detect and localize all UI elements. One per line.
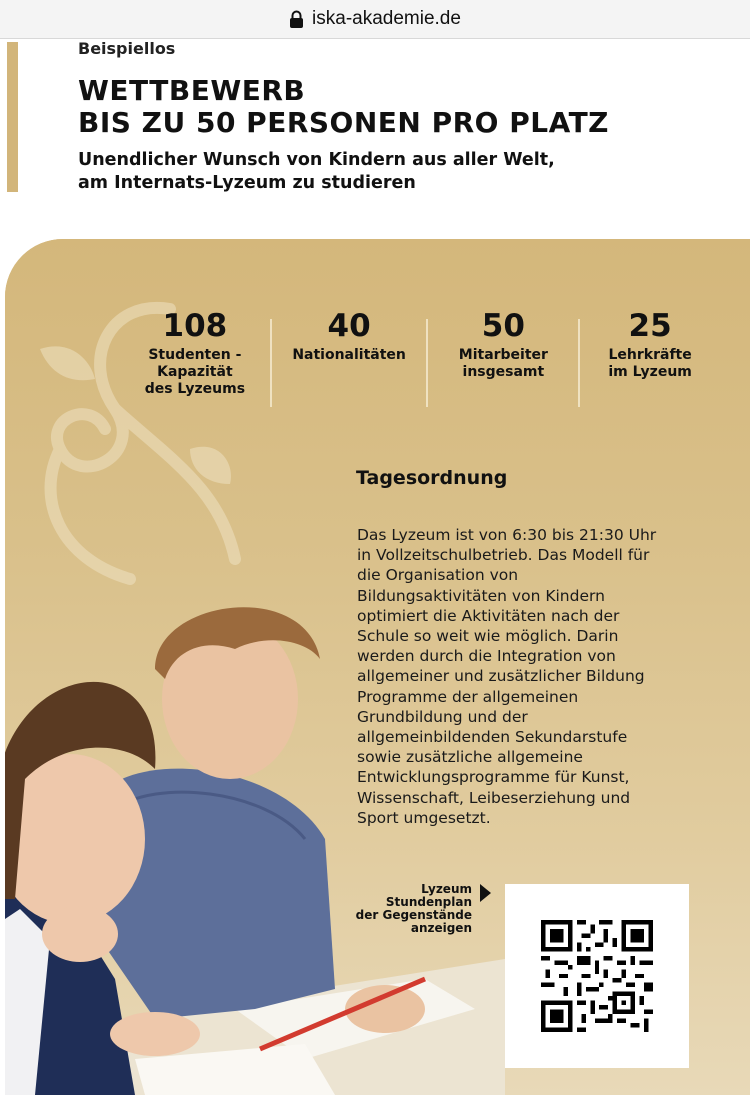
stats-row bbox=[120, 309, 720, 419]
agenda-text: Das Lyzeum ist von 6:30 bis 21:30 Uhr in Vollzeitschulbetrieb. Das Modell für die Organisation von Bildungsaktivitäten von Kindern optimiert die Aktivitäten nach der Schule so weit wie möglich. Darin werden durch die Integration von allgemeiner und zusätzlicher Bildung Programme der allgemeinen Grundbildung und der allgemeinbildenden Sekundarstufe sowie zusätzliche allgemeine Entwicklungsprogramme für Kunst, Wissenschaft, Leibeserziehung und Sport umgesetzt. bbox=[357, 526, 657, 827]
stat-label: Nationalitäten bbox=[292, 347, 406, 363]
stat-label: Mitarbeiter insgesamt bbox=[458, 347, 548, 380]
accent-bar bbox=[7, 42, 18, 192]
header-card bbox=[0, 39, 750, 239]
stat-label: Studenten - Kapazität des Lyzeums bbox=[144, 347, 246, 397]
stat-staff bbox=[428, 309, 578, 419]
url-text: iska-akademie.de bbox=[312, 8, 461, 29]
stat-label: Lehrkräfte im Lyzeum bbox=[608, 347, 692, 380]
header-subtitle bbox=[78, 149, 555, 195]
lock-icon bbox=[289, 10, 304, 28]
page-title bbox=[78, 75, 609, 139]
schedule-link[interactable]: Lyzeum Stundenplan der Gegenstände anzeigen bbox=[355, 882, 472, 935]
stat-number: 25 bbox=[628, 308, 672, 344]
stat-teachers bbox=[580, 309, 720, 419]
stat-nationalities bbox=[272, 309, 427, 419]
arrow-right-icon[interactable] bbox=[480, 884, 491, 902]
stat-number: 50 bbox=[481, 308, 525, 344]
title-line-2: BIS ZU 50 PERSONEN PRO PLATZ bbox=[78, 106, 609, 139]
stat-number: 108 bbox=[162, 308, 228, 344]
subtitle-line-1: Unendlicher Wunsch von Kindern aus aller Welt, bbox=[78, 150, 555, 170]
page-content bbox=[0, 39, 750, 1095]
title-line-1: WETTBEWERB bbox=[78, 74, 306, 107]
qr-code-card[interactable] bbox=[505, 884, 689, 1068]
qr-code-icon bbox=[541, 920, 653, 1032]
subtitle-line-2: am Internats-Lyzeum zu studieren bbox=[78, 173, 416, 193]
stat-students bbox=[120, 309, 270, 419]
agenda-heading: Tagesordnung bbox=[356, 467, 508, 489]
browser-url-bar[interactable] bbox=[0, 0, 750, 39]
header-kicker: Beispiellos bbox=[78, 39, 176, 58]
stat-number: 40 bbox=[327, 308, 371, 344]
